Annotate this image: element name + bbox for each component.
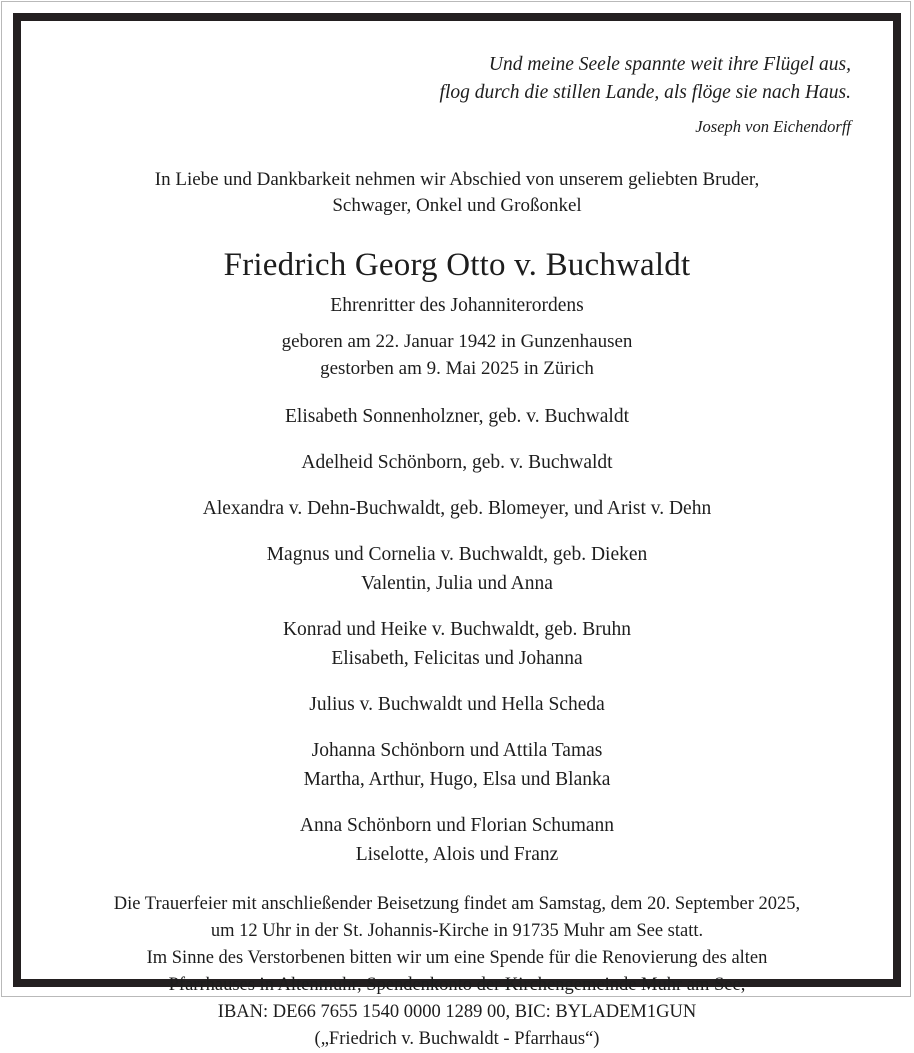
deceased-name: Friedrich Georg Otto v. Buchwaldt xyxy=(223,247,691,283)
bank-details-line: IBAN: DE66 7655 1540 0000 1289 00, BIC: BYLADEM1GUN xyxy=(217,1002,697,1022)
survivor-primary: Alexandra v. Dehn-Buchwaldt, geb. Blomeyer, und Arist v. Dehn xyxy=(202,498,712,519)
donation-line-2: Pfarrhauses in Altenmuhr, Spendenkonto der Kirchengemeinde Muhr am See, xyxy=(168,975,746,995)
survivors-list xyxy=(35,402,879,869)
funeral-details xyxy=(35,891,879,1053)
survivor-primary: Adelheid Schönborn, geb. v. Buchwaldt xyxy=(301,452,613,473)
donation-line-1: Im Sinne des Verstorbenen bitten wir um eine Spende für die Renovierung des alten xyxy=(146,948,768,968)
death-notice-outer-frame xyxy=(1,1,911,1049)
epigraph-author: Joseph von Eichendorff xyxy=(695,117,851,136)
death-notice-content xyxy=(21,21,893,1049)
survivor-group xyxy=(35,448,879,477)
survivor-children: Valentin, Julia und Anna xyxy=(361,573,553,594)
birth-date-line: geboren am 22. Januar 1942 in Gunzenhausen xyxy=(281,331,633,352)
survivor-children: Martha, Arthur, Hugo, Elsa und Blanka xyxy=(303,769,611,790)
epigraph-line-2: flog durch die stillen Lande, als flöge sie nach Haus. xyxy=(439,82,851,103)
intro-line-2: Schwager, Onkel und Großonkel xyxy=(332,195,582,216)
death-date-line: gestorben am 9. Mai 2025 in Zürich xyxy=(320,358,594,379)
survivor-group xyxy=(35,494,879,523)
survivor-primary: Julius v. Buchwaldt und Hella Scheda xyxy=(309,694,605,715)
survivor-primary: Konrad und Heike v. Buchwaldt, geb. Bruhn xyxy=(282,619,632,640)
survivor-primary: Johanna Schönborn und Attila Tamas xyxy=(311,740,603,761)
survivor-group xyxy=(35,540,879,598)
survivor-primary: Magnus und Cornelia v. Buchwaldt, geb. Dieken xyxy=(266,544,648,565)
survivor-group xyxy=(35,736,879,794)
survivor-primary: Anna Schönborn und Florian Schumann xyxy=(299,815,615,836)
epigraph-line-1: Und meine Seele spannte weit ihre Flügel aus, xyxy=(488,54,851,75)
donation-reference-line: („Friedrich v. Buchwaldt - Pfarrhaus“) xyxy=(314,1029,600,1049)
death-notice-mourning-border xyxy=(13,13,901,1049)
survivor-group xyxy=(35,811,879,869)
intro-text xyxy=(35,167,879,219)
funeral-line-1: Die Trauerfeier mit anschließender Beisetzung findet am Samstag, dem 20. September 2025, xyxy=(113,894,801,914)
funeral-line-2: um 12 Uhr in der St. Johannis-Kirche in 91735 Muhr am See statt. xyxy=(210,921,704,941)
survivor-group xyxy=(35,615,879,673)
deceased-honorific-title: Ehrenritter des Johanniterordens xyxy=(330,295,584,316)
survivor-children: Elisabeth, Felicitas und Johanna xyxy=(331,648,583,669)
deceased-dates xyxy=(35,328,879,382)
survivor-group xyxy=(35,690,879,719)
epigraph-quote xyxy=(35,51,879,141)
survivor-group xyxy=(35,402,879,431)
survivor-children: Liselotte, Alois und Franz xyxy=(355,844,559,865)
intro-line-1: In Liebe und Dankbarkeit nehmen wir Abschied von unserem geliebten Bruder, xyxy=(154,169,760,190)
survivor-primary: Elisabeth Sonnenholzner, geb. v. Buchwaldt xyxy=(284,406,629,427)
